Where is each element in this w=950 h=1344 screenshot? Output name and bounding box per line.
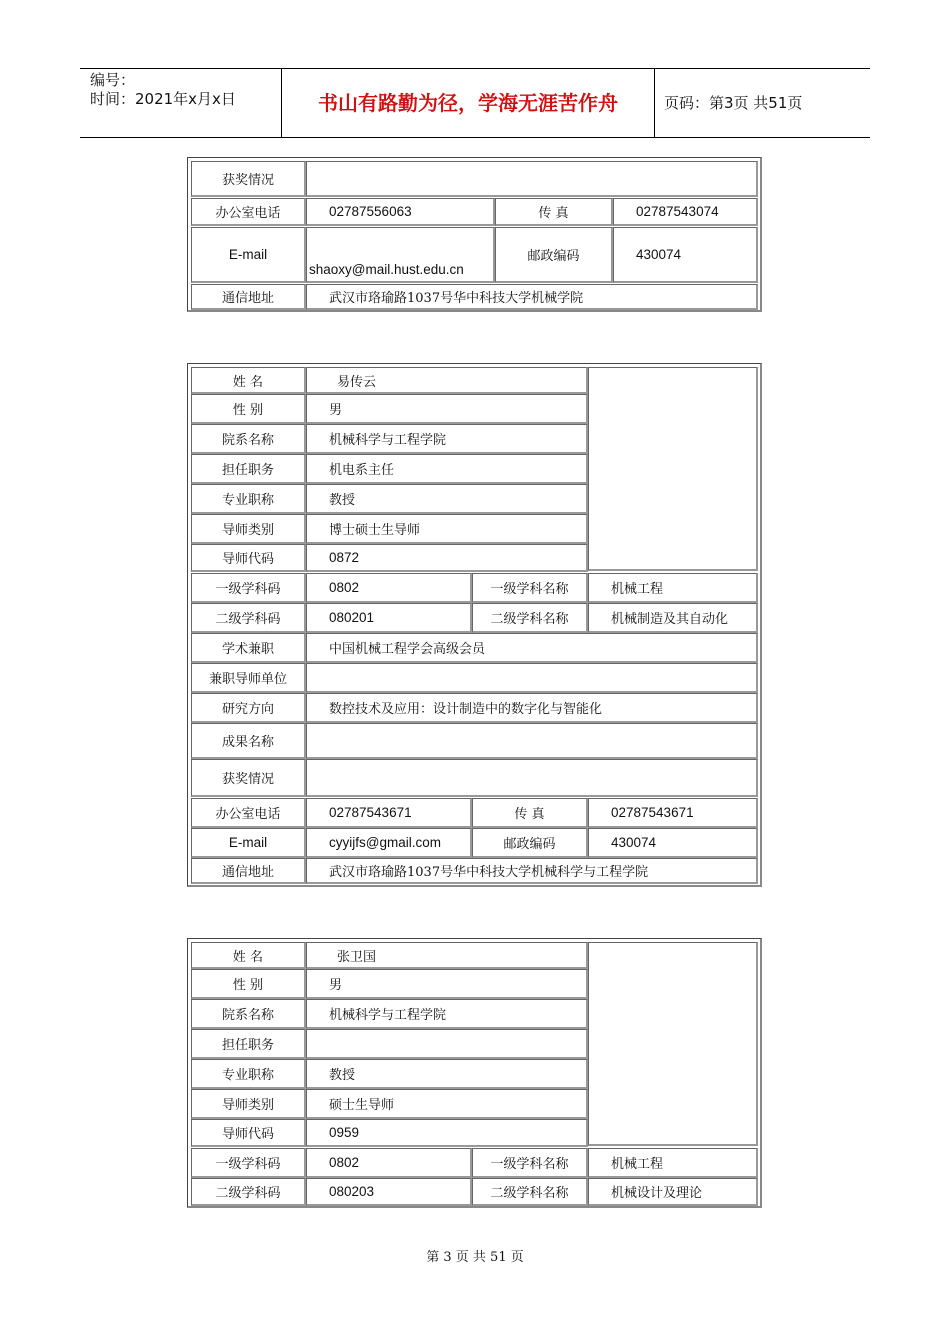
record-block-2 [187, 363, 762, 887]
address-value: 武汉市珞瑜路1037号华中科技大学机械科学与工程学院 [306, 858, 758, 884]
research-value: 数控技术及应用：设计制造中的数字化与智能化 [306, 693, 758, 723]
name-label: 姓 名 [191, 367, 306, 394]
discipline2-name-label: 二级学科名称 [472, 603, 588, 633]
address-label: 通信地址 [191, 284, 306, 310]
doc-number-label: 编号： [90, 71, 136, 89]
discipline2-code-value: 080201 [306, 603, 472, 633]
discipline1-name-value: 机械工程 [588, 573, 758, 603]
doc-time-label: 时间：2021年x月x日 [90, 90, 236, 108]
office-phone-value: 02787556063 [306, 198, 495, 226]
tutor-type-label: 导师类别 [191, 514, 306, 544]
header-page-label: 页码：第3页 共51页 [664, 94, 803, 112]
zip-label: 邮政编码 [472, 828, 588, 858]
parttime-unit-label: 兼职导师单位 [191, 663, 306, 693]
prof-title-label: 专业职称 [191, 1059, 306, 1089]
discipline1-name-label: 一级学科名称 [472, 573, 588, 603]
discipline1-code-value: 0802 [306, 573, 472, 603]
tutor-type-value: 博士硕士生导师 [306, 514, 588, 544]
discipline2-name-value: 机械制造及其自动化 [588, 603, 758, 633]
gender-label: 性 别 [191, 394, 306, 424]
discipline2-code-label: 二级学科码 [191, 603, 306, 633]
gender-value: 男 [306, 394, 588, 424]
record-block-1 [187, 157, 762, 312]
header-meta [90, 71, 236, 109]
dept-value: 机械科学与工程学院 [306, 999, 588, 1029]
awards-label: 获奖情况 [191, 161, 306, 197]
email-value: shaoxy@mail.hust.edu.cn [306, 227, 495, 283]
photo-area [588, 942, 758, 1146]
post-label: 担任职务 [191, 1029, 306, 1059]
email-label: E-mail [191, 828, 306, 858]
discipline1-code-value: 0802 [306, 1148, 472, 1178]
discipline2-name-value: 机械设计及理论 [588, 1178, 758, 1206]
fax-value: 02787543074 [613, 198, 758, 226]
page-footer: 第 3 页 共 51 页 [426, 1250, 524, 1265]
gender-label: 性 别 [191, 969, 306, 999]
post-value [306, 1029, 588, 1059]
zip-value: 430074 [588, 828, 758, 858]
fax-label: 传 真 [472, 798, 588, 828]
discipline2-name-label: 二级学科名称 [472, 1178, 588, 1206]
tutor-code-label: 导师代码 [191, 1119, 306, 1147]
fax-value: 02787543671 [588, 798, 758, 828]
post-value: 机电系主任 [306, 454, 588, 484]
prof-title-value: 教授 [306, 1059, 588, 1089]
name-value: 张卫国 [306, 942, 588, 969]
awards-value [306, 759, 758, 797]
discipline2-code-value: 080203 [306, 1178, 472, 1206]
dept-value: 机械科学与工程学院 [306, 424, 588, 454]
discipline2-code-label: 二级学科码 [191, 1178, 306, 1206]
address-value: 武汉市珞瑜路1037号华中科技大学机械学院 [306, 284, 758, 310]
header-divider [654, 69, 655, 137]
email-value: cyyijfs@gmail.com [306, 828, 472, 858]
prof-title-label: 专业职称 [191, 484, 306, 514]
academic-post-value: 中国机械工程学会高级会员 [306, 633, 758, 663]
photo-area [588, 367, 758, 571]
dept-label: 院系名称 [191, 999, 306, 1029]
tutor-code-value: 0872 [306, 544, 588, 572]
dept-label: 院系名称 [191, 424, 306, 454]
results-value [306, 723, 758, 759]
office-phone-label: 办公室电话 [191, 798, 306, 828]
parttime-unit-value [306, 663, 758, 693]
name-label: 姓 名 [191, 942, 306, 969]
discipline1-code-label: 一级学科码 [191, 573, 306, 603]
tutor-type-value: 硕士生导师 [306, 1089, 588, 1119]
discipline1-name-label: 一级学科名称 [472, 1148, 588, 1178]
results-label: 成果名称 [191, 723, 306, 759]
tutor-code-label: 导师代码 [191, 544, 306, 572]
post-label: 担任职务 [191, 454, 306, 484]
record-block-3 [187, 938, 762, 1208]
awards-value [306, 161, 758, 197]
office-phone-label: 办公室电话 [191, 198, 306, 226]
discipline1-code-label: 一级学科码 [191, 1148, 306, 1178]
zip-value: 430074 [613, 227, 758, 283]
awards-label: 获奖情况 [191, 759, 306, 797]
office-phone-value: 02787543671 [306, 798, 472, 828]
research-label: 研究方向 [191, 693, 306, 723]
tutor-type-label: 导师类别 [191, 1089, 306, 1119]
email-label: E-mail [191, 227, 306, 283]
prof-title-value: 教授 [306, 484, 588, 514]
tutor-code-value: 0959 [306, 1119, 588, 1147]
name-value: 易传云 [306, 367, 588, 394]
discipline1-name-value: 机械工程 [588, 1148, 758, 1178]
page-header [80, 68, 870, 138]
header-motto: 书山有路勤为径，学海无涯苦作舟 [318, 91, 618, 115]
academic-post-label: 学术兼职 [191, 633, 306, 663]
address-label: 通信地址 [191, 858, 306, 884]
fax-label: 传 真 [495, 198, 613, 226]
zip-label: 邮政编码 [495, 227, 613, 283]
gender-value: 男 [306, 969, 588, 999]
